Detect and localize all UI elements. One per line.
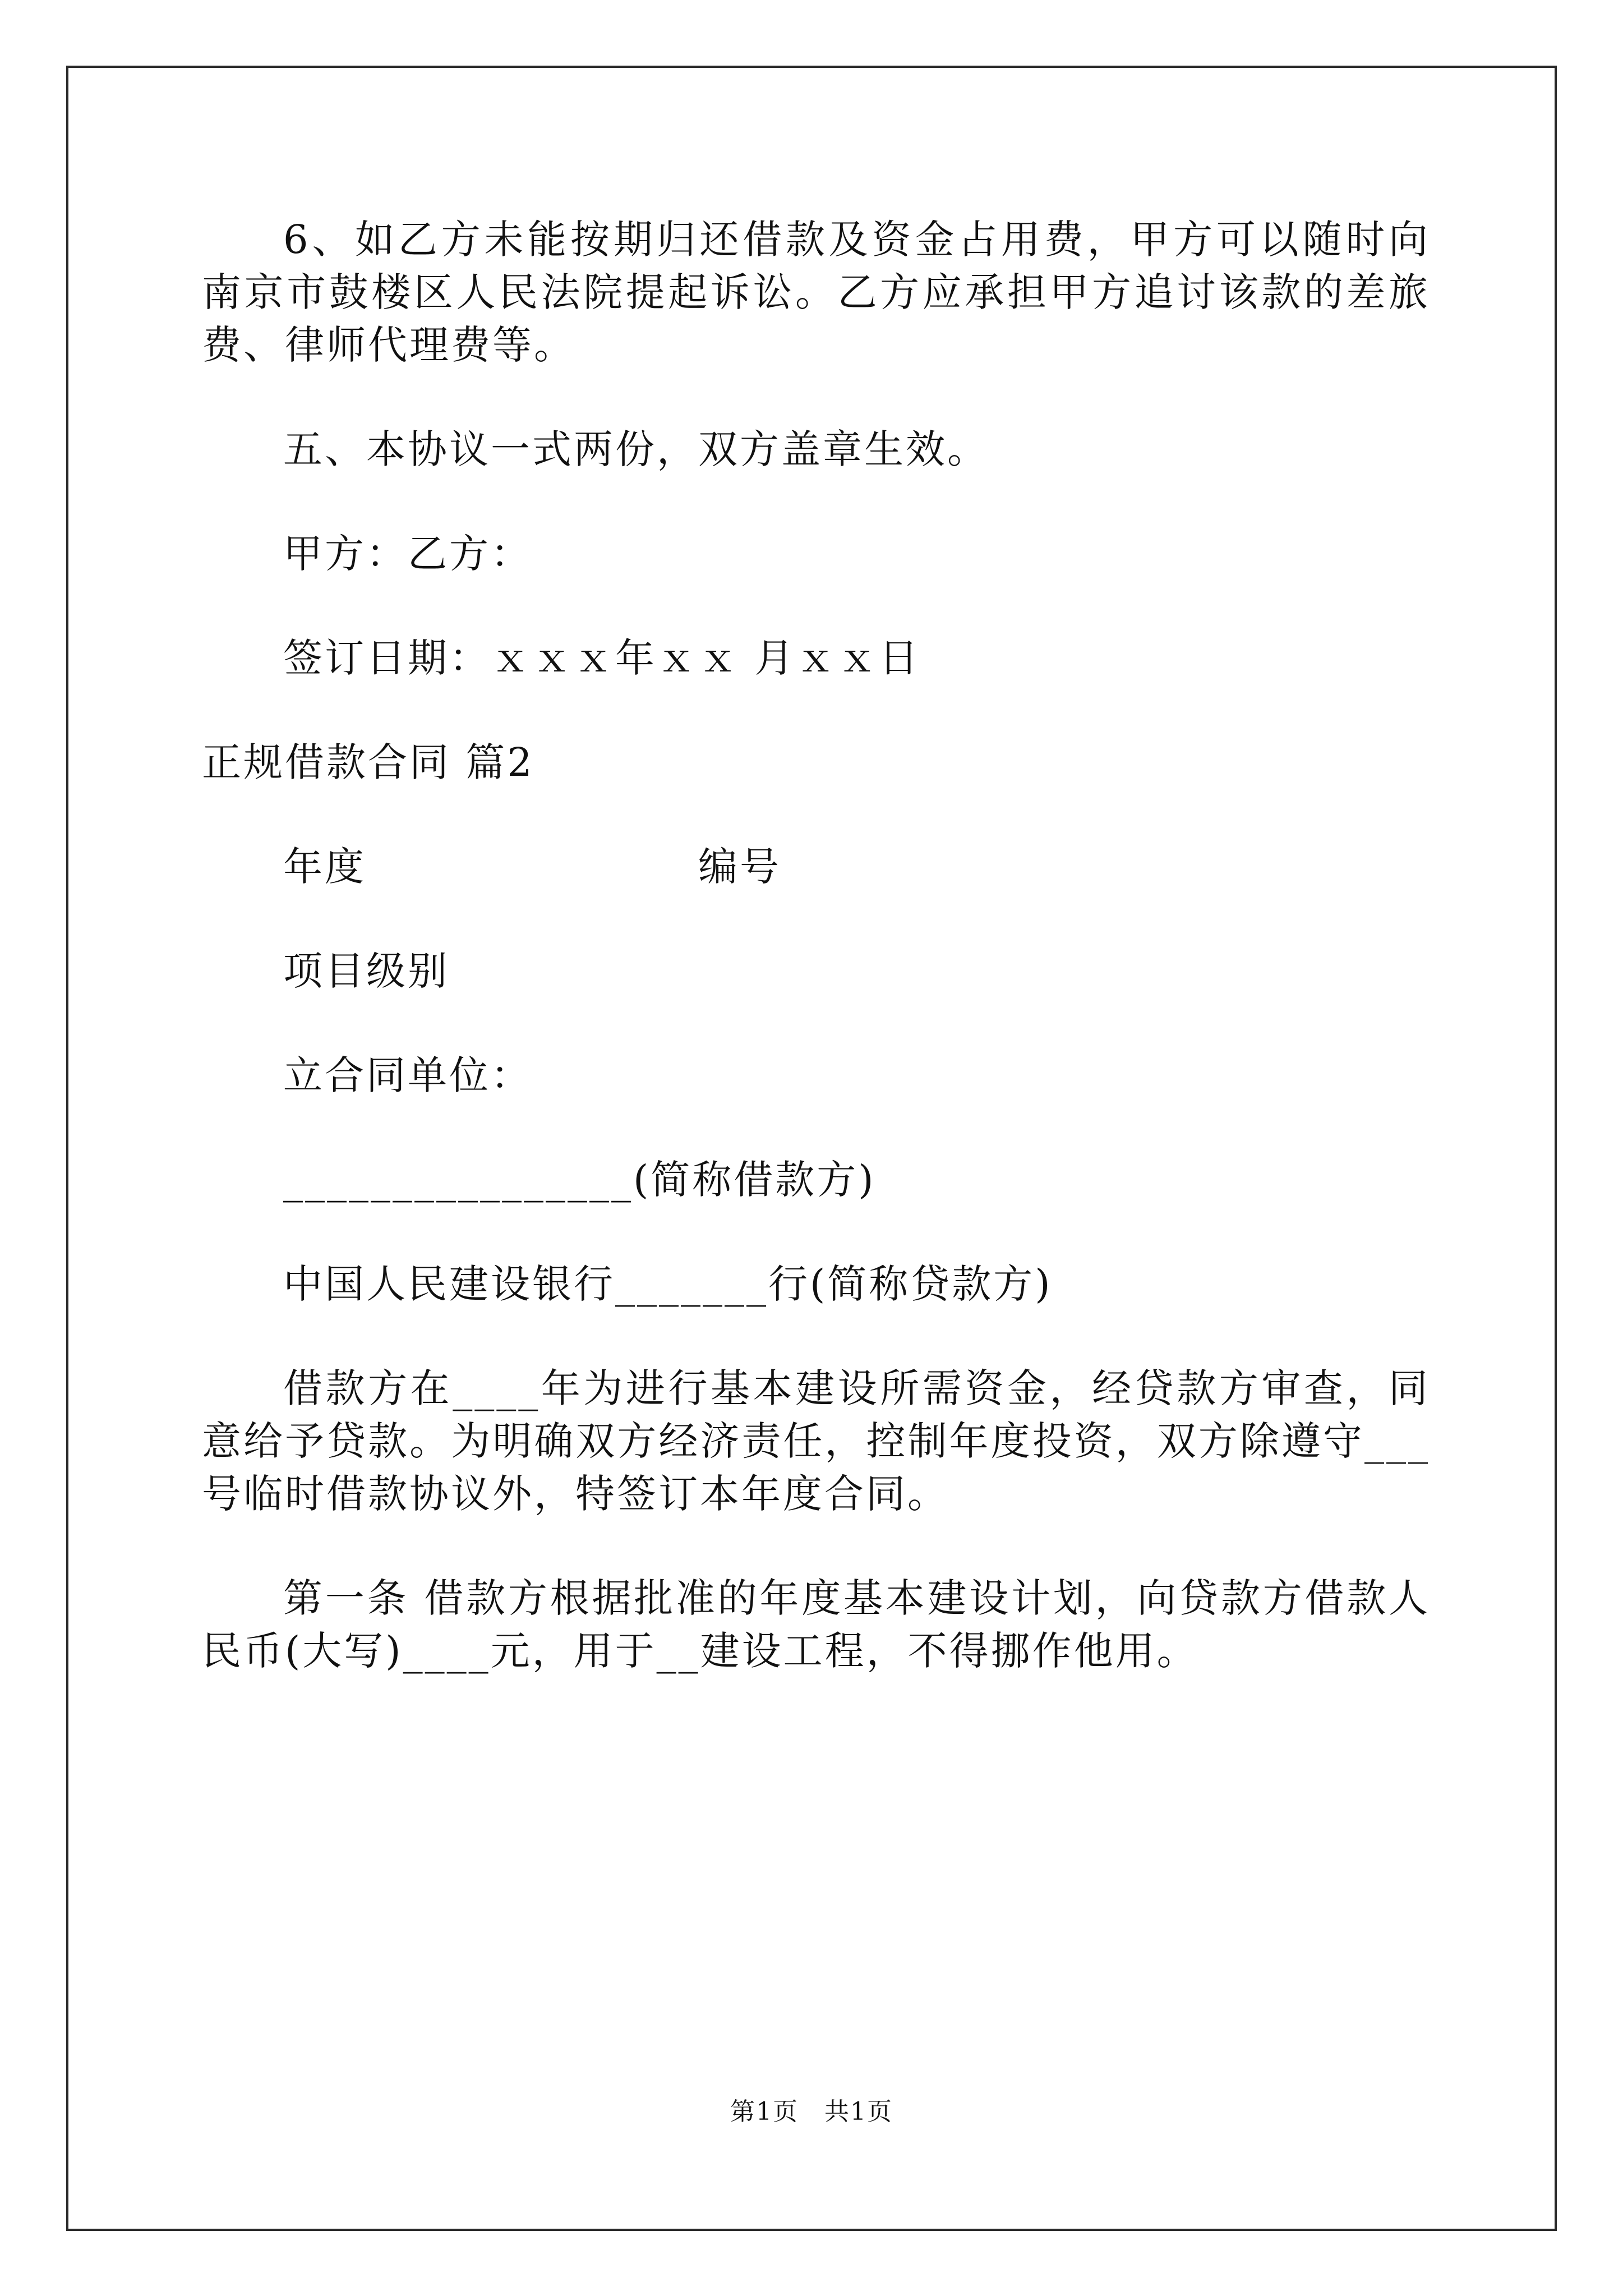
signing-date: 签订日期：ｘｘｘ年ｘｘ 月ｘｘ日: [283, 635, 921, 681]
year-number-line: 年度 编号: [283, 844, 781, 890]
parties-line: 甲方：乙方：: [283, 531, 532, 577]
document-body: [202, 213, 1430, 1677]
page-footer: 第1页 共1页: [730, 2097, 893, 2126]
article-1: 第一条 借款方根据批准的年度基本建设计划，向贷款方借款人民币(大写)____元，用于__建设工程，不得挪作他用。: [202, 1575, 1430, 1674]
clause-5-copies: 五、本协议一式两份，双方盖章生效。: [283, 426, 989, 472]
contracting-units-label: 立合同单位：: [283, 1052, 532, 1098]
preamble-paragraph: 借款方在____年为进行基本建设所需资金，经贷款方审查，同意给予贷款。为明确双方经济责任，控制年度投资，双方除遵守___号临时借款协议外，特签订本年度合同。: [202, 1365, 1430, 1517]
section-heading: 正规借款合同 篇2: [202, 739, 534, 785]
clause-6-litigation: 6、如乙方未能按期归还借款及资金占用费，甲方可以随时向南京市鼓楼区人民法院提起诉讼。乙方应承担甲方追讨该款的差旅费、律师代理费等。: [202, 217, 1430, 368]
lender-line: 中国人民建设银行_______行(简称贷款方): [283, 1261, 1053, 1307]
project-level-line: 项目级别: [283, 948, 449, 994]
borrower-line: ________________(简称借款方): [283, 1157, 876, 1203]
